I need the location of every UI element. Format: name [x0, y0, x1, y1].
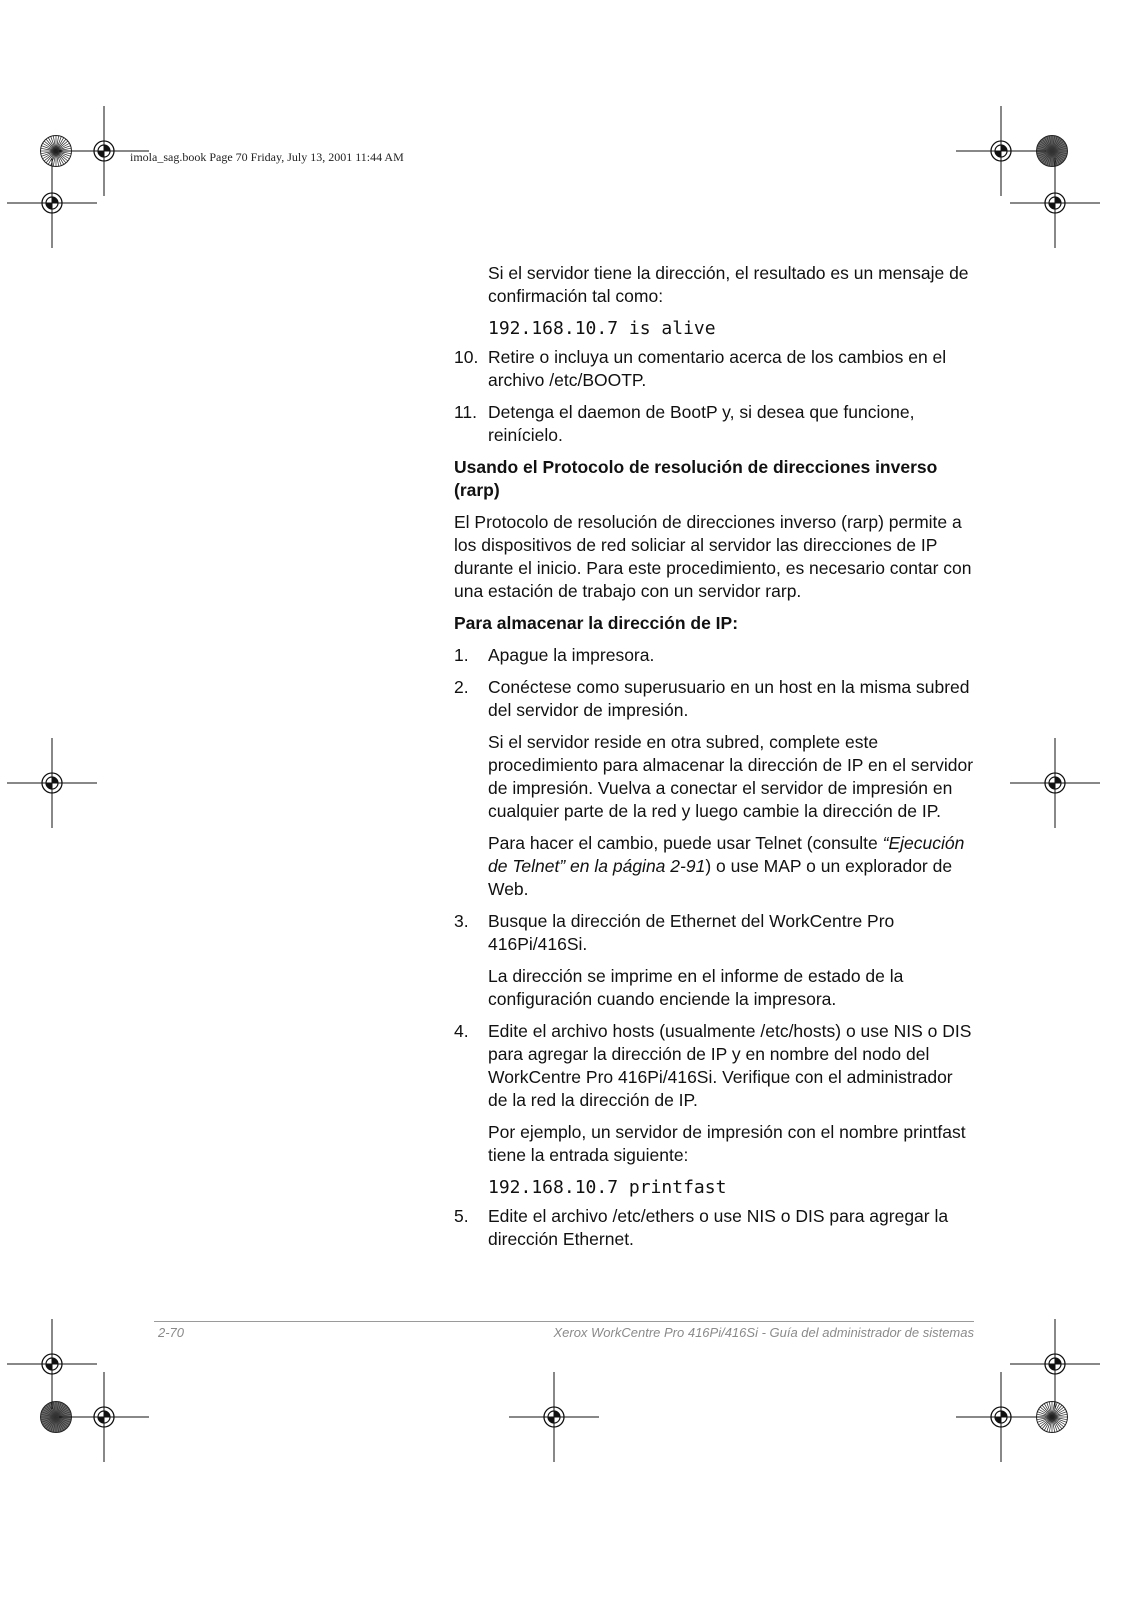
registration-mark-icon [1010, 738, 1100, 828]
list-text: Edite el archivo /etc/ethers o use NIS o DIS para agregar la dirección Ethernet. [488, 1206, 949, 1249]
paragraph-status-report: La dirección se imprime en el informe de estado de la configuración cuando enciende la impresora. [488, 966, 904, 1009]
registration-mark-icon [956, 1372, 1046, 1462]
list-item [454, 1205, 974, 1251]
registration-mark-icon [7, 158, 97, 248]
cross-reference-link[interactable]: “Ejecución de Telnet” en la página 2-91 [488, 833, 965, 876]
print-slug: imola_sag.book Page 70 Friday, July 13, 2001 11:44 AM [130, 150, 404, 164]
paragraph-rarp: El Protocolo de resolución de direcciones inverso (rarp) permite a los dispositivos de red soliciar al servidor las direcciones de IP durante el inicio. Para este procedimiento, es necesario contar con una estación de trabajo con un servidor rarp. [454, 512, 972, 601]
list-number: 2. [454, 677, 469, 697]
paragraph-change-start: Para hacer el cambio, puede usar Telnet (consulte [488, 833, 883, 853]
list-item [454, 910, 974, 956]
list-item [454, 401, 974, 447]
footer-page-number: 2-70 [158, 1325, 185, 1340]
paragraph-change-end: ) o use MAP o un explorador de Web. [488, 856, 953, 899]
list-item [454, 1020, 974, 1112]
paragraph-change [454, 832, 974, 901]
section-heading-store-ip: Para almacenar la dirección de IP: [454, 613, 739, 633]
paragraph-example: Por ejemplo, un servidor de impresión con el nombre printfast tiene la entrada siguiente: [488, 1122, 966, 1165]
list-number: 4. [454, 1021, 469, 1041]
list-text: Conéctese como superusuario en un host en la misma subred del servidor de impresión. [488, 677, 970, 720]
list-text: Edite el archivo hosts (usualmente /etc/hosts) o use NIS o DIS para agregar la dirección de IP y en nombre del nodo del WorkCentre Pro 416Pi/416Si. Verifique con el administrador de la red la dirección de IP. [488, 1021, 972, 1110]
paragraph-alive-intro: Si el servidor tiene la dirección, el resultado es un mensaje de confirmación tal como: [488, 263, 969, 306]
footer-rule [154, 1321, 974, 1322]
registration-mark-icon [7, 738, 97, 828]
registration-mark-icon [1010, 158, 1100, 248]
list-number: 5. [454, 1206, 469, 1226]
paragraph-other-subnet: Si el servidor reside en otra subred, complete este procedimiento para almacenar la dirección de IP en el servidor de impresión. Vuelva a conectar el servidor de impresión en cualquier parte de la red y luego cambie la dirección de IP. [488, 732, 974, 821]
list-text: Retire o incluya un comentario acerca de los cambios en el archivo /etc/BOOTP. [488, 347, 947, 390]
list-item [454, 676, 974, 722]
list-text: Apague la impresora. [488, 645, 655, 665]
list-text: Busque la dirección de Ethernet del WorkCentre Pro 416Pi/416Si. [488, 911, 895, 954]
list-item [454, 346, 974, 392]
registration-mark-icon [59, 1372, 149, 1462]
section-heading-rarp: Usando el Protocolo de resolución de direcciones inverso (rarp) [454, 457, 938, 500]
list-number: 10. [454, 347, 479, 367]
list-number: 3. [454, 911, 469, 931]
main-content [454, 262, 974, 1260]
code-alive: 192.168.10.7 is alive [488, 318, 716, 339]
list-number: 1. [454, 645, 469, 665]
list-item [454, 644, 974, 667]
list-number: 11. [454, 402, 478, 422]
footer-title: Xerox WorkCentre Pro 416Pi/416Si - Guía del administrador de sistemas [553, 1325, 974, 1340]
registration-mark-icon [509, 1372, 599, 1462]
list-text: Detenga el daemon de BootP y, si desea que funcione, reinícielo. [488, 402, 915, 445]
code-printfast: 192.168.10.7 printfast [488, 1177, 727, 1198]
